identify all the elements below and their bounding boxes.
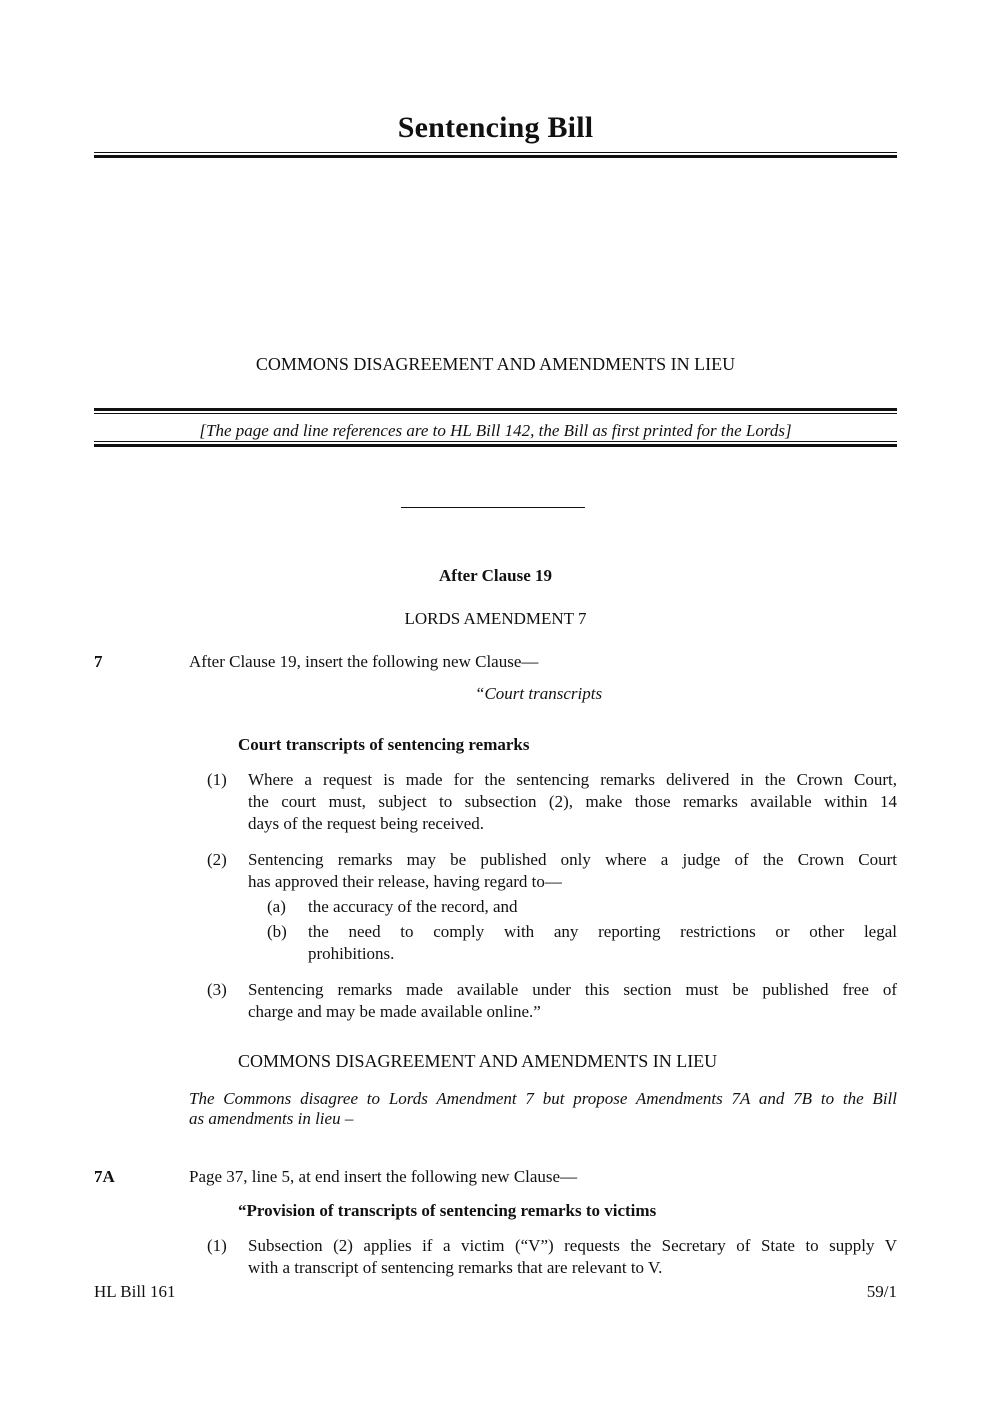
- amendment-instruction: Page 37, line 5, at end insert the following new Clause—: [189, 1167, 578, 1186]
- paragraph-number: (a): [267, 897, 286, 916]
- section-heading: After Clause 19: [439, 566, 552, 585]
- note-rule-top-thick: [94, 408, 897, 411]
- subsection-text-line: Where a request is made for the sentencing remarks delivered in the Crown Court,: [248, 770, 897, 789]
- amendment-number: 7: [94, 652, 103, 671]
- commons-heading: COMMONS DISAGREEMENT AND AMENDMENTS IN LIEU: [238, 1051, 718, 1071]
- subsection-text-line: the court must, subject to subsection (2), make those remarks available within 14: [248, 792, 897, 811]
- subsection-text-line: Sentencing remarks made available under this section must be published free of: [248, 980, 897, 999]
- bill-title: Sentencing Bill: [397, 111, 594, 144]
- note-rule-bottom-thin: [94, 441, 897, 442]
- amendment-number: 7A: [94, 1167, 115, 1186]
- subsection-text-line: Sentencing remarks may be published only where a judge of the Crown Court: [248, 850, 897, 869]
- amendment-instruction: After Clause 19, insert the following new Clause—: [189, 652, 539, 671]
- subsection-number: (1): [207, 770, 227, 789]
- subsection-number: (2): [207, 850, 227, 869]
- commons-statement-line: The Commons disagree to Lords Amendment 7 but propose Amendments 7A and 7B to the Bill: [189, 1089, 897, 1108]
- subsection-text-line: days of the request being received.: [248, 814, 485, 833]
- separator-rule: [401, 507, 585, 508]
- subsection-text-line: Subsection (2) applies if a victim (“V”) requests the Secretary of State to supply V: [248, 1236, 897, 1255]
- subsection-text-line: has approved their release, having regard to—: [248, 872, 562, 891]
- subsection-number: (3): [207, 980, 227, 999]
- paragraph-text-line: prohibitions.: [308, 944, 395, 963]
- reference-note: [The page and line references are to HL Bill 142, the Bill as first printed for the Lords]: [199, 421, 792, 440]
- note-rule-top-thin: [94, 413, 897, 414]
- subsection-number: (1): [207, 1236, 227, 1255]
- subsection-text-line: with a transcript of sentencing remarks that are relevant to V.: [248, 1258, 663, 1277]
- subsection-text-line: charge and may be made available online.”: [248, 1002, 541, 1021]
- clause-title: “Court transcripts: [475, 684, 603, 703]
- paragraph-text-line: the accuracy of the record, and: [308, 897, 518, 916]
- title-rule-thick: [94, 155, 897, 158]
- paragraph-text-line: the need to comply with any reporting restrictions or other legal: [308, 922, 897, 941]
- footer-page-ref: 59/1: [866, 1282, 897, 1301]
- footer-bill-number: HL Bill 161: [94, 1282, 176, 1301]
- commons-statement-line: as amendments in lieu –: [189, 1109, 354, 1128]
- clause-heading: “Provision of transcripts of sentencing remarks to victims: [238, 1201, 657, 1220]
- note-rule-bottom-thick: [94, 444, 897, 447]
- paragraph-number: (b): [267, 922, 287, 941]
- clause-heading: Court transcripts of sentencing remarks: [238, 735, 530, 754]
- main-heading: COMMONS DISAGREEMENT AND AMENDMENTS IN LIEU: [255, 354, 736, 374]
- title-rule-thin: [94, 152, 897, 153]
- lords-amendment-heading: LORDS AMENDMENT 7: [404, 609, 587, 628]
